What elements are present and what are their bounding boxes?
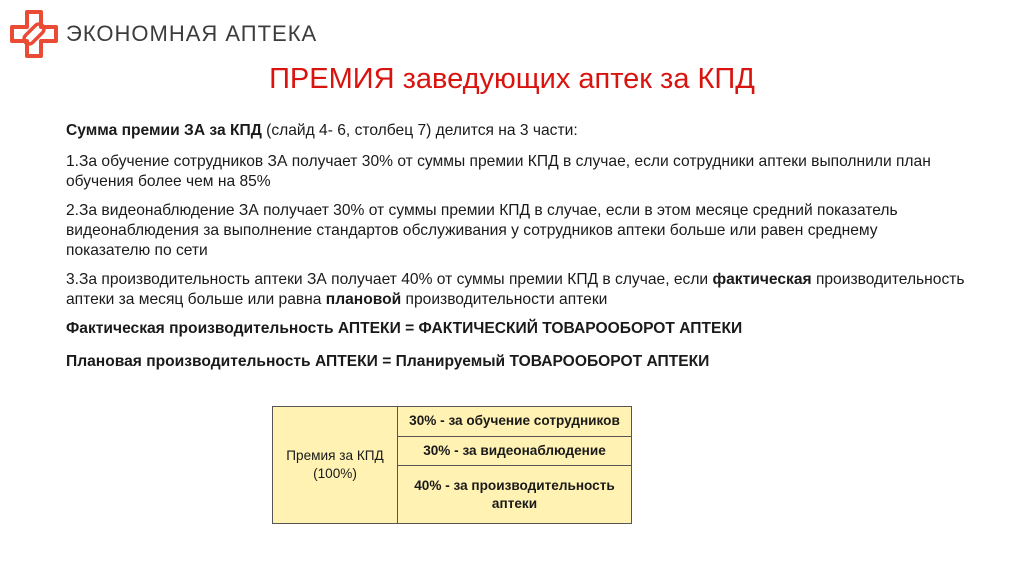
definition-actual-text: Фактическая производительность АПТЕКИ = ФАКТИЧЕСКИЙ ТОВАРООБОРОТ АПТЕКИ <box>66 320 743 337</box>
item-video: 2.За видеонаблюдение ЗА получает 30% от суммы премии КПД в случае, если в этом месяце средний показатель видеонаблюдения за выполнение стандартов обслуживания у сотрудников аптеки больше или равен среднему показателю по сети <box>66 202 898 259</box>
split-video-cell: 30% - за видеонаблюдение <box>398 436 632 466</box>
intro-rest: (слайд 4- 6, столбец 7) делится на 3 части: <box>261 122 578 139</box>
split-training-cell: 30% - за обучение сотрудников <box>398 407 632 437</box>
definition-actual <box>66 319 966 339</box>
brand-logo <box>10 10 1010 58</box>
item-productivity-bold-2: плановой <box>325 291 402 308</box>
total-bonus-cell: Премия за КПД (100%) <box>273 407 398 524</box>
slide-title: ПРЕМИЯ заведующих аптек за КПД <box>269 63 755 95</box>
table-row <box>273 407 632 437</box>
slide-body <box>66 121 966 381</box>
intro-paragraph <box>66 121 966 141</box>
item-productivity-text-2: производительность аптеки за месяц больше или равна <box>66 271 965 308</box>
item-productivity-text-3: производительности аптеки <box>401 291 608 308</box>
brand-name: ЭКОНОМНАЯ АПТЕКА <box>66 21 318 46</box>
pharmacy-cross-pill-icon <box>10 10 58 58</box>
definition-planned-text: Плановая производительность АПТЕКИ = Планируемый ТОВАРООБОРОТ АПТЕКИ <box>66 353 710 370</box>
item-productivity <box>66 270 966 310</box>
split-productivity-cell: 40% - за производительность аптеки <box>398 466 632 524</box>
item-productivity-bold-1: фактическая <box>712 271 812 288</box>
bonus-split-table <box>272 406 632 524</box>
definition-planned <box>66 352 966 372</box>
item-productivity-text-1: 3.За производительность аптеки ЗА получает 40% от суммы премии КПД в случае, если <box>66 271 713 288</box>
item-training: 1.За обучение сотрудников ЗА получает 30% от суммы премии КПД в случае, если сотрудники аптеки выполнили план обучения более чем на 85% <box>66 153 931 190</box>
intro-bold: Сумма премии ЗА за КПД <box>66 122 262 139</box>
